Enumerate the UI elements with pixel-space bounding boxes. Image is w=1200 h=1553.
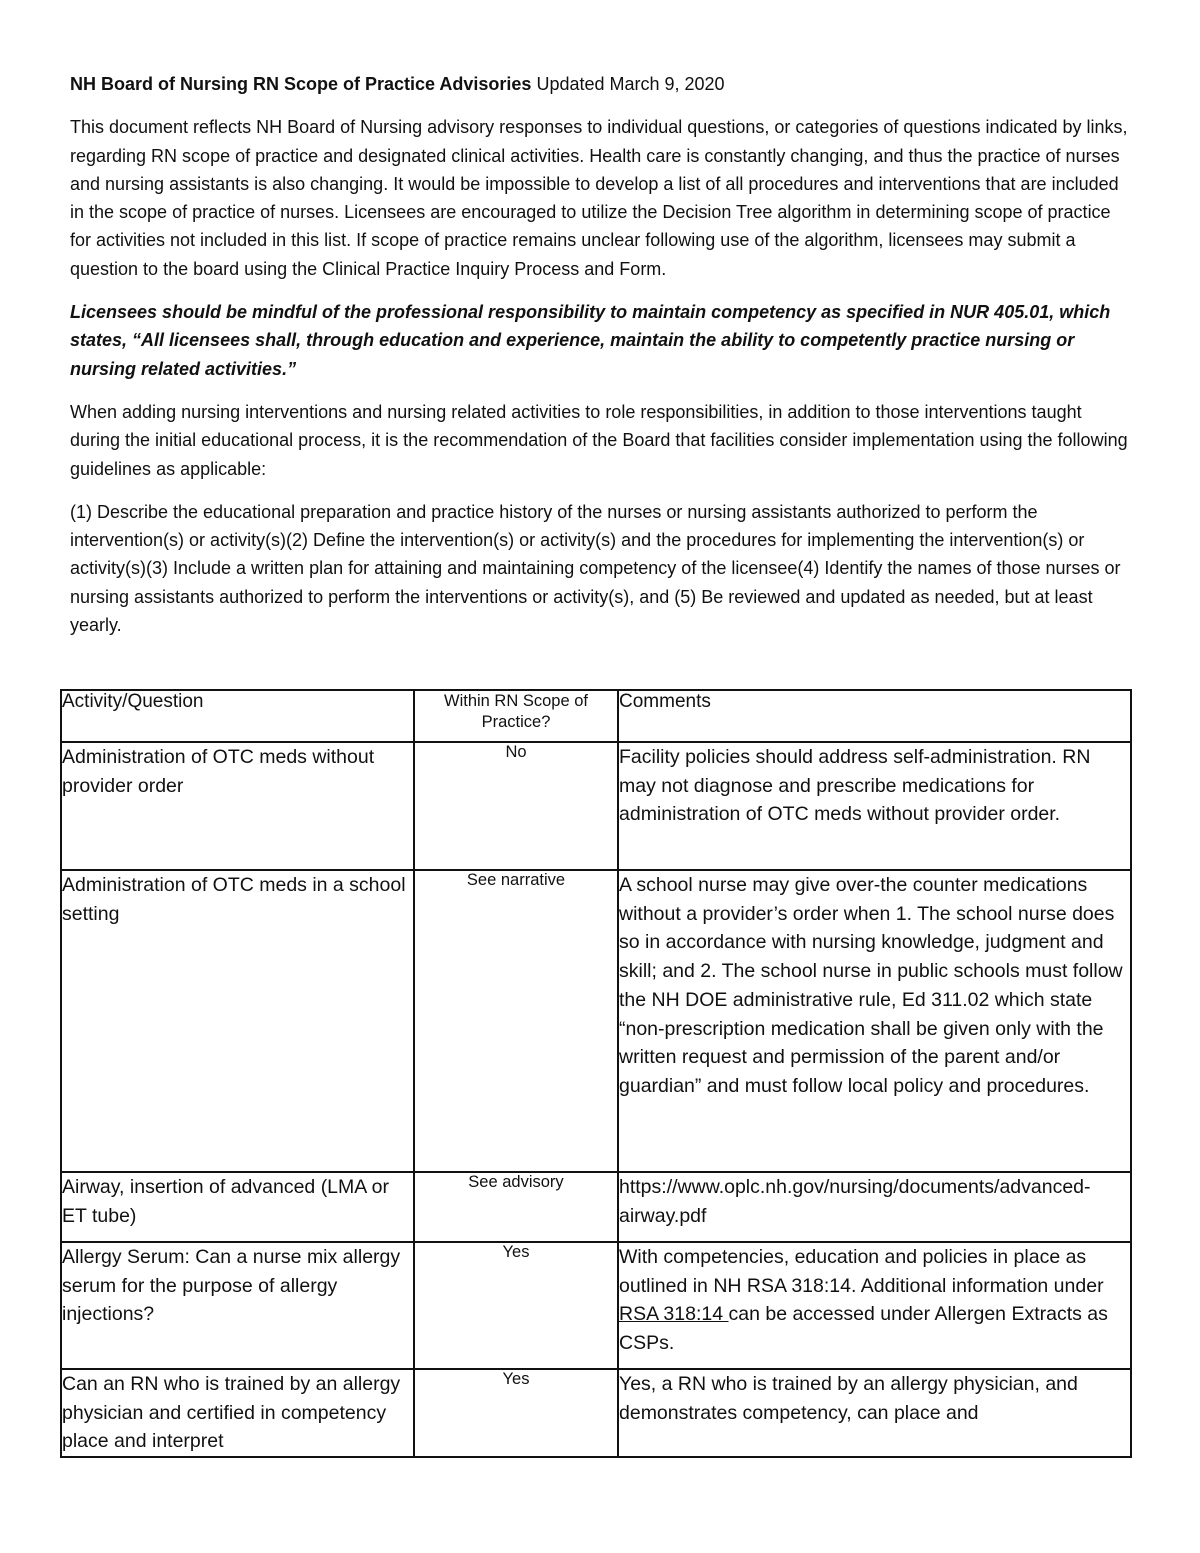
comments-text-before: With competencies, education and policies in place as outlined in NH RSA 318:14. Additional information under <box>619 1246 1104 1297</box>
guidelines-intro: When adding nursing interventions and nursing related activities to role responsibilities, in addition to those interventions taught during the initial educational process, it is the recommendation of the Board that facilities consider implementation using the following guidelines as applicable: <box>70 401 1128 479</box>
comments-cell: Yes, a RN who is trained by an allergy physician, and demonstrates competency, can place and <box>618 1369 1131 1457</box>
scope-cell: See narrative <box>414 870 618 1172</box>
comments-text-after: can be accessed under Allergen Extracts as CSPs. <box>619 1303 1108 1355</box>
header-comments: Comments <box>618 690 1131 742</box>
scope-cell: Yes <box>414 1369 618 1457</box>
document-title <box>70 70 1130 98</box>
rsa-318-14-link[interactable]: RSA 318:14 <box>619 1303 729 1326</box>
header-scope: Within RN Scope of Practice? <box>414 690 618 742</box>
guidelines-steps: (1) Describe the educational preparation and practice history of the nurses or nursing assistants authorized to perform the intervention(s) or activity(s)(2) Define the intervention(s) or activity(s) and the procedures for implementing the intervention(s) or activity(s)(3) Include a written plan for attaining and maintaining competency of the licensee(4) Identify the names of those nurses or nursing assistants authorized to perform the interventions or activity(s), and (5) Be reviewed and updated as needed, but at least yearly. <box>70 501 1121 636</box>
competency-notice: Licensees should be mindful of the professional responsibility to maintain competency as specified in NUR 405.01, which states, “All licensees shall, through education and experience, maintain the ability to competently practice nursing or nursing related activities.” <box>70 302 1111 379</box>
comments-cell <box>618 1242 1131 1369</box>
activity-cell: Allergy Serum: Can a nurse mix allergy serum for the purpose of allergy injections? <box>61 1242 414 1369</box>
title-date: Updated March 9, 2020 <box>531 74 725 94</box>
table-row <box>61 1172 1131 1242</box>
advisories-table <box>60 689 1132 1458</box>
table-row <box>61 742 1131 870</box>
activity-cell: Can an RN who is trained by an allergy physician and certified in competency place and interpret <box>61 1369 414 1457</box>
comments-cell: https://www.oplc.nh.gov/nursing/documents/advanced- airway.pdf <box>618 1172 1131 1242</box>
title-bold: NH Board of Nursing RN Scope of Practice Advisories <box>70 74 532 94</box>
document-page <box>70 70 1130 649</box>
header-activity: Activity/Question <box>61 690 414 742</box>
comments-cell: Facility policies should address self-administration. RN may not diagnose and prescribe medications for administration of OTC meds without provider order. <box>618 742 1131 870</box>
table-row <box>61 1242 1131 1369</box>
scope-cell: No <box>414 742 618 870</box>
activity-cell: Administration of OTC meds without provider order <box>61 742 414 870</box>
scope-cell: See advisory <box>414 1172 618 1242</box>
intro-paragraph: This document reflects NH Board of Nursing advisory responses to individual questions, or categories of questions indicated by links, regarding RN scope of practice and designated clinical activities. Health care is constantly changing, and thus the practice of nurses and nursing assistants is also changing. It would be impossible to develop a list of all procedures and interventions that are included in the scope of practice of nurses. Licensees are encouraged to utilize the Decision Tree algorithm in determining scope of practice for activities not included in this list. If scope of practice remains unclear following use of the algorithm, licensees may submit a question to the board using the Clinical Practice Inquiry Process and Form. <box>70 117 1128 279</box>
comments-cell: A school nurse may give over-the counter medications without a provider’s order when 1. The school nurse does so in accordance with nursing knowledge, judgment and skill; and 2. The school nurse in public schools must follow the NH DOE administrative rule, Ed 311.02 which state “non-prescription medication shall be given only with the written request and permission of the parent and/or guardian” and must follow local policy and procedures. <box>618 870 1131 1172</box>
table-row <box>61 1369 1131 1457</box>
scope-cell: Yes <box>414 1242 618 1369</box>
activity-cell: Administration of OTC meds in a school setting <box>61 870 414 1172</box>
table-header-row <box>61 690 1131 742</box>
activity-cell: Airway, insertion of advanced (LMA or ET tube) <box>61 1172 414 1242</box>
table-row <box>61 870 1131 1172</box>
